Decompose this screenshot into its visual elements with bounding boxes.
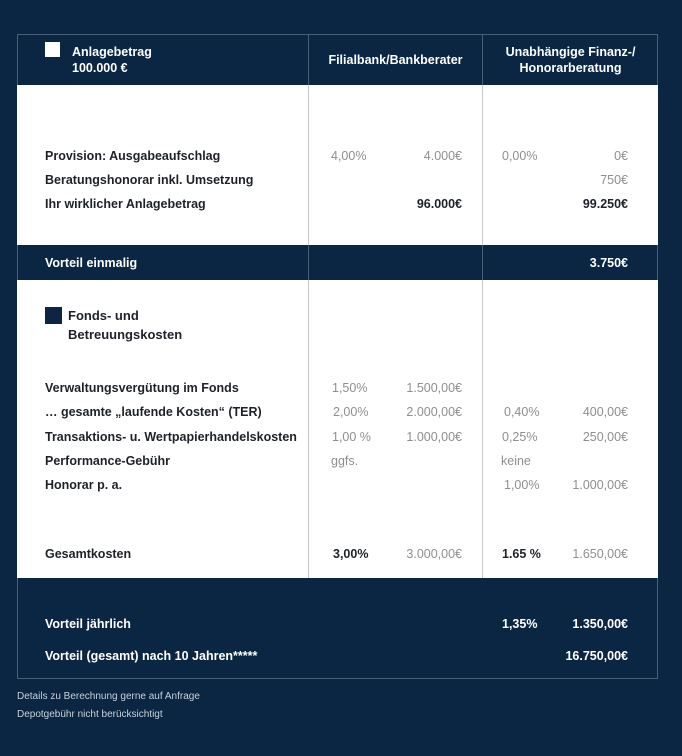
- row-label: Honorar p. a.: [45, 478, 123, 492]
- header-honorar-line2: Honorarberatung: [519, 60, 622, 75]
- row-label: Beratungshonorar inkl. Umsetzung: [45, 173, 254, 187]
- section-fonds-title-line1: Fonds- und: [68, 308, 139, 323]
- vorteil-jaehrlich-label: Vorteil jährlich: [45, 617, 131, 631]
- total-hon-amt: 1.650,00€: [572, 547, 628, 561]
- header-anlagebetrag: [72, 34, 152, 85]
- anlagebetrag-square-icon: [45, 42, 60, 57]
- vorteil-gesamt-label: Vorteil (gesamt) nach 10 Jahren*****: [45, 649, 258, 663]
- bank-amt: 96.000€: [416, 197, 462, 211]
- header-honorar-line1: Unabhängige Finanz-/: [505, 44, 636, 59]
- hon-amt: 1.000,00€: [572, 478, 628, 492]
- total-bank-pct: 3,00%: [333, 547, 369, 561]
- row-label: Provision: Ausgabeaufschlag: [45, 149, 221, 163]
- bank-amt: 2.000,00€: [406, 405, 462, 419]
- row-label: Verwaltungsvergütung im Fonds: [45, 381, 239, 395]
- vorteil-einmalig-label: Vorteil einmalig: [45, 256, 138, 270]
- column-divider: [482, 85, 483, 245]
- footnote-berechnung: Details zu Berechnung gerne auf Anfrage: [17, 691, 200, 702]
- hon-pct: 0,40%: [504, 405, 540, 419]
- vorteil-jaehrlich-pct: 1,35%: [502, 617, 538, 631]
- bank-amt: 1.500,00€: [406, 381, 462, 395]
- header-filialbank-label: Filialbank/Bankberater: [328, 52, 463, 67]
- bank-amt: 1.000,00€: [406, 430, 462, 444]
- hon-amt: 250,00€: [582, 430, 628, 444]
- header-anlagebetrag-amount: 100.000 €: [72, 60, 128, 75]
- row-label: Transaktions- u. Wertpapierhandelskosten: [45, 430, 297, 444]
- column-divider: [308, 280, 309, 578]
- section-provision: [17, 85, 658, 245]
- header-filialbank: [309, 34, 482, 85]
- bank-pct: 1,50%: [332, 381, 368, 395]
- footnote-depotgebuehr: Depotgebühr nicht berücksichtigt: [17, 709, 163, 720]
- total-bank-amt: 3.000,00€: [406, 547, 462, 561]
- hon-amt: 400,00€: [582, 405, 628, 419]
- row-label: Ihr wirklicher Anlagebetrag: [45, 197, 206, 211]
- vorteil-jaehrlich-value: 1.350,00€: [572, 617, 628, 631]
- column-divider: [308, 85, 309, 245]
- hon-amt: 750€: [600, 173, 628, 187]
- row-label: Performance-Gebühr: [45, 454, 171, 468]
- fonds-square-icon: [45, 307, 62, 324]
- header-divider: [308, 34, 309, 85]
- column-divider: [308, 245, 309, 280]
- hon-amt: 0€: [614, 149, 628, 163]
- bank-pct: ggfs.: [331, 454, 359, 468]
- bank-pct: 1,00 %: [332, 430, 371, 444]
- column-divider: [482, 245, 483, 280]
- row-label: … gesamte „laufende Kosten“ (TER): [45, 405, 262, 419]
- hon-amt: 99.250€: [582, 197, 628, 211]
- bank-amt: 4.000€: [423, 149, 462, 163]
- vorteil-gesamt-value: 16.750,00€: [565, 649, 628, 663]
- vorteil-einmalig-value: 3.750€: [589, 256, 628, 270]
- hon-pct: 0,00%: [502, 149, 538, 163]
- bank-pct: 4,00%: [331, 149, 367, 163]
- header-honorar: [483, 34, 658, 85]
- section-fonds-title: [68, 306, 182, 344]
- total-hon-pct: 1.65 %: [502, 547, 541, 561]
- hon-pct: 0,25%: [502, 430, 538, 444]
- hon-pct: 1,00%: [504, 478, 540, 492]
- bank-pct: 2,00%: [333, 405, 369, 419]
- hon-pct: keine: [501, 454, 531, 468]
- column-divider: [482, 280, 483, 578]
- header-divider: [482, 34, 483, 85]
- total-label: Gesamtkosten: [45, 547, 132, 561]
- section-fonds-title-line2: Betreuungskosten: [68, 327, 183, 342]
- header-anlagebetrag-label: Anlagebetrag: [72, 44, 152, 59]
